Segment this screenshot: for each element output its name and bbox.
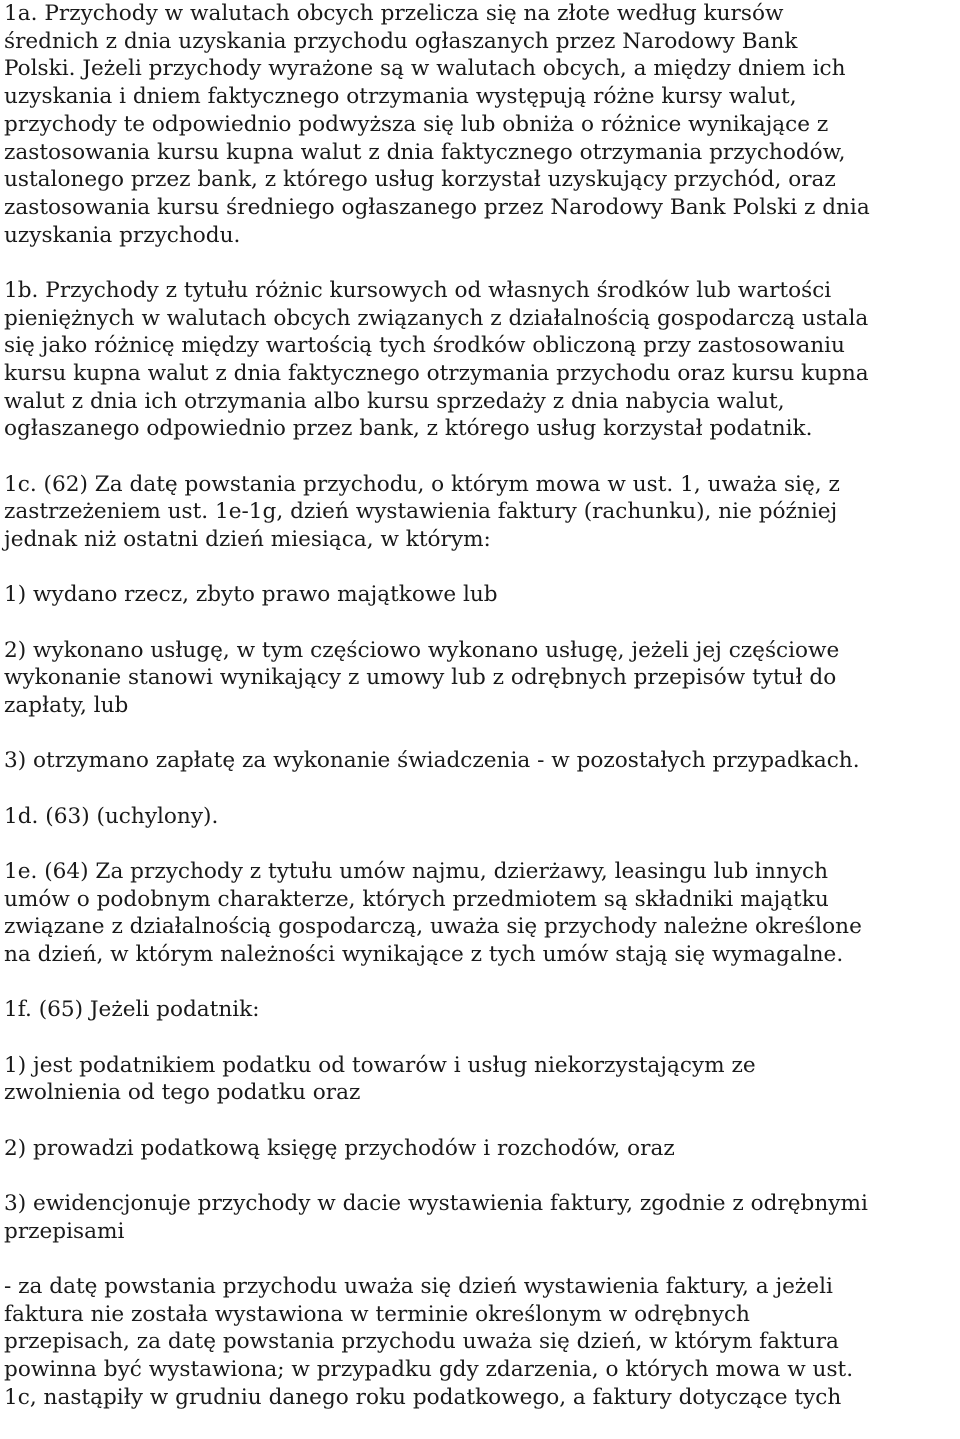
text-line: średnich z dnia uzyskania przychodu ogłaszanych przez Narodowy Bank: [4, 28, 798, 54]
text-line: Polski. Jeżeli przychody wyrażone są w walutach obcych, a między dniem ich: [4, 56, 846, 82]
text-line: na dzień, w którym należności wynikające z tych umów stają się wymagalne.: [4, 942, 844, 968]
text-line: się jako różnicę między wartością tych środków obliczoną przy zastosowaniu: [4, 333, 845, 359]
text-line: pieniężnych w walutach obcych związanych z działalnością gospodarczą ustala: [4, 305, 869, 331]
text-line: 1a. Przychody w walutach obcych przelicza się na złote według kursów: [4, 1, 784, 26]
text-line: związane z działalnością gospodarczą, uważa się przychody należne określone: [4, 914, 862, 940]
paragraph-1c: [4, 471, 960, 554]
text-line: zwolnienia od tego podatku oraz: [4, 1080, 361, 1106]
text-line: zastrzeżeniem ust. 1e-1g, dzień wystawienia faktury (rachunku), nie później: [4, 499, 838, 525]
list-item-1c-1: [4, 581, 960, 609]
paragraph-1e: [4, 858, 960, 969]
text-line: 1e. (64) Za przychody z tytułu umów najmu, dzierżawy, leasingu lub innych: [4, 859, 829, 885]
text-line: 1c. (62) Za datę powstania przychodu, o którym mowa w ust. 1, uważa się, z: [4, 471, 840, 497]
text-line: walut z dnia ich otrzymania albo kursu sprzedaży z dnia nabycia walut,: [4, 388, 785, 414]
text-line: 1d. (63) (uchylony).: [4, 803, 219, 829]
text-line: wykonanie stanowi wynikający z umowy lub z odrębnych przepisów tytuł do: [4, 665, 837, 691]
text-line: 2) wykonano usługę, w tym częściowo wykonano usługę, jeżeli jej częściowe: [4, 637, 840, 663]
text-line: 1c, nastąpiły w grudniu danego roku podatkowego, a faktury dotyczące tych: [4, 1384, 842, 1410]
text-line: uzyskania przychodu.: [4, 222, 241, 248]
list-item-1f-3: [4, 1190, 960, 1245]
text-line: powinna być wystawiona; w przypadku gdy zdarzenia, o których mowa w ust.: [4, 1357, 854, 1383]
text-line: zapłaty, lub: [4, 693, 129, 719]
text-line: umów o podobnym charakterze, których przedmiotem są składniki majątku: [4, 886, 829, 912]
text-line: 3) otrzymano zapłatę za wykonanie świadczenia - w pozostałych przypadkach.: [4, 748, 860, 774]
text-line: przepisach, za datę powstania przychodu uważa się dzień, w którym faktura: [4, 1329, 839, 1355]
document-page: [4, 0, 960, 1439]
text-line: ogłaszanego odpowiednio przez bank, z którego usług korzystał podatnik.: [4, 416, 813, 442]
text-line: zastosowania kursu kupna walut z dnia faktycznego otrzymania przychodów,: [4, 139, 846, 165]
paragraph-1f: [4, 996, 960, 1024]
text-line: kursu kupna walut z dnia faktycznego otrzymania przychodu oraz kursu kupna: [4, 361, 869, 387]
text-line: - za datę powstania przychodu uważa się dzień wystawienia faktury, a jeżeli: [4, 1274, 833, 1300]
paragraph-1a: [4, 0, 960, 249]
text-line: uzyskania i dniem faktycznego otrzymania występują różne kursy walut,: [4, 84, 797, 110]
list-item-1f-2: [4, 1135, 960, 1163]
text-line: przepisami: [4, 1218, 125, 1244]
paragraph-1b: [4, 277, 960, 443]
paragraph-1d: [4, 803, 960, 831]
text-line: 1) wydano rzecz, zbyto prawo majątkowe lub: [4, 582, 498, 608]
text-line: przychody te odpowiednio podwyższa się lub obniża o różnice wynikające z: [4, 111, 829, 137]
list-item-1c-2: [4, 637, 960, 720]
text-line: zastosowania kursu średniego ogłaszanego przez Narodowy Bank Polski z dnia: [4, 194, 870, 220]
text-line: jednak niż ostatni dzień miesiąca, w którym:: [4, 527, 491, 553]
text-line: 1f. (65) Jeżeli podatnik:: [4, 997, 260, 1023]
text-line: ustalonego przez bank, z którego usług korzystał uzyskujący przychód, oraz: [4, 167, 836, 193]
text-line: 1) jest podatnikiem podatku od towarów i usług niekorzystającym ze: [4, 1052, 756, 1078]
text-line: faktura nie została wystawiona w terminie określonym w odrębnych: [4, 1301, 750, 1327]
text-line: 1b. Przychody z tytułu różnic kursowych od własnych środków lub wartości: [4, 277, 832, 303]
list-item-1f-1: [4, 1052, 960, 1107]
text-line: 3) ewidencjonuje przychody w dacie wystawienia faktury, zgodnie z odrębnymi: [4, 1191, 868, 1217]
list-item-1c-3: [4, 747, 960, 775]
text-line: 2) prowadzi podatkową księgę przychodów i rozchodów, oraz: [4, 1135, 675, 1161]
paragraph-1f-tail: [4, 1273, 960, 1412]
